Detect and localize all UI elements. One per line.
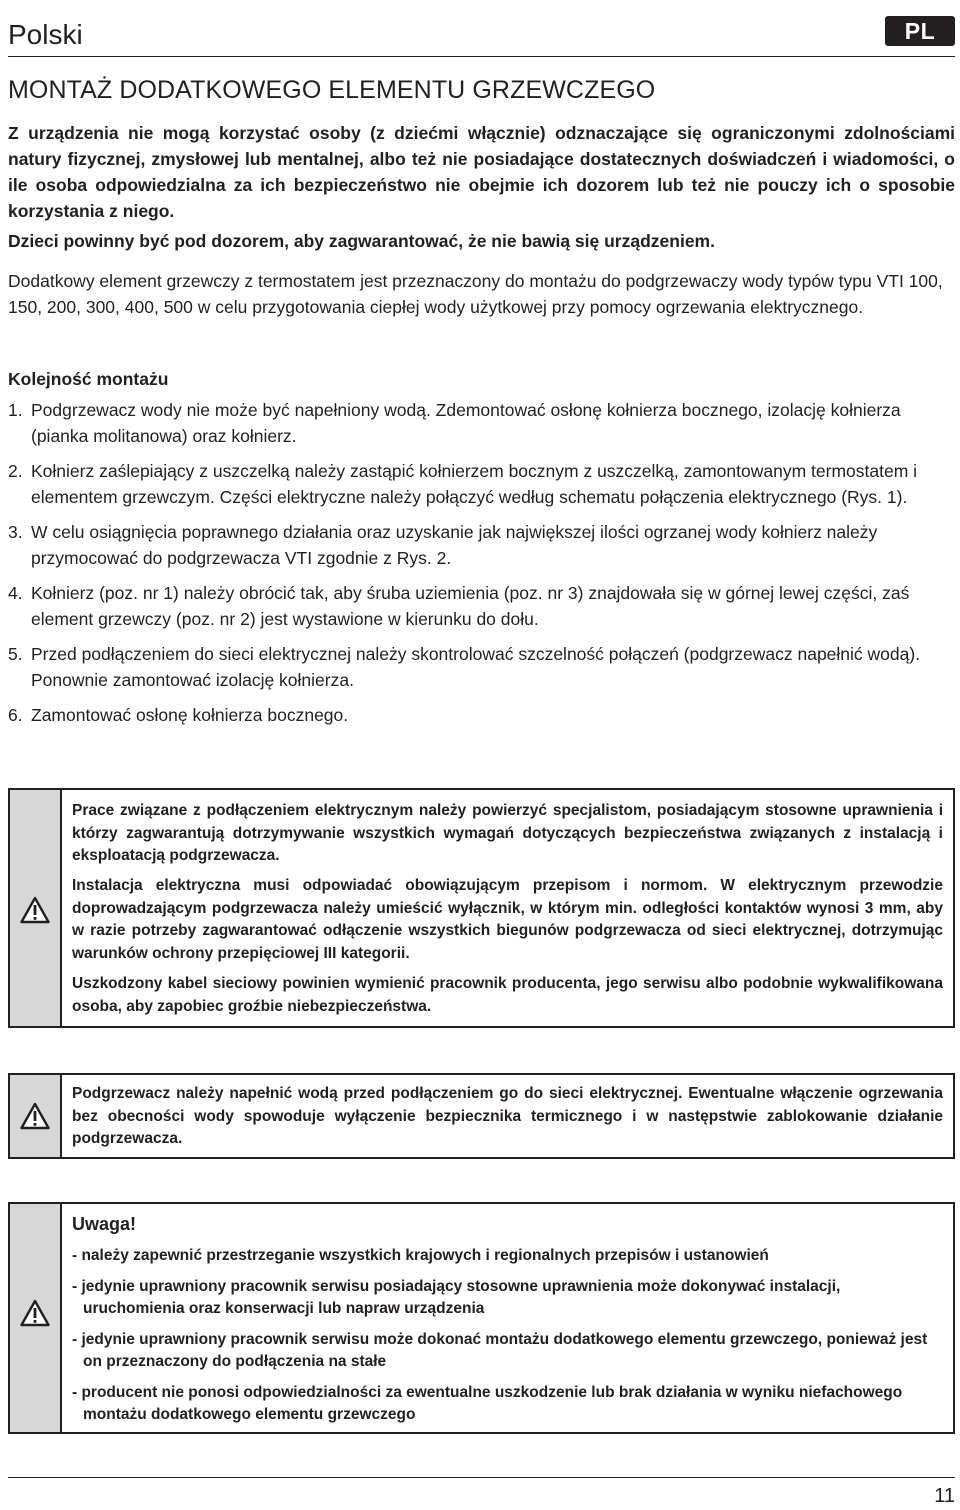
step-number: 2.: [8, 461, 23, 481]
step-text: Przed podłączeniem do sieci elektrycznej należy skontrolować szczelność połączeń (podgrzewacz napełnić wodą). Ponownie zamontować izolację kołnierza.: [31, 644, 921, 690]
warning-content: [60, 1075, 953, 1157]
safety-intro-paragraph: Z urządzenia nie mogą korzystać osoby (z dziećmi włącznie) odznaczające się ograniczonymi zdolnościami natury fizycznej, zmysłowej lub mentalnej, albo też nie posiadające dostatecznych doświadczeń i wiadomości, o ile osoba odpowiedzialna za ich bezpieczeństwo nie obejmie ich dozorem lub też nie pouczy ich o sposobie korzystania z niego.: [8, 123, 955, 221]
step-number: 1.: [8, 400, 23, 420]
step-item: [8, 459, 955, 510]
warning-paragraph: Podgrzewacz należy napełnić wodą przed podłączeniem go do sieci elektrycznej. Ewentualne włączenie ogrzewania bez obecności wody spowoduje wyłączenie bezpiecznika termicznego i w następstwie zablokowanie działanie podgrzewacza.: [72, 1085, 943, 1147]
step-text: Kołnierz (poz. nr 1) należy obrócić tak, aby śruba uziemienia (poz. nr 3) znajdowała się w górnej lewej części, zaś element grzewczy (poz. nr 2) jest wystawione w kierunku do dołu.: [31, 583, 910, 629]
step-text: W celu osiągnięcia poprawnego działania oraz uzyskanie jak największej ilości ogrzanej wody kołnierz należy przymocować do podgrzewacza VTI zgodnie z Rys. 2.: [31, 522, 878, 568]
warning-paragraph: Instalacja elektryczna musi odpowiadać obowiązującym przepisom i normom. W elektrycznym przewodzie doprowadzającym podgrzewacza należy umieścić wyłącznik, w którym min. odległości kontaktów wynosi 3 mm, aby w razie potrzeby zagwarantować odłączenie wszystkich biegunów podgrzewacza od sieci elektrycznej, dotrzymując warunków ochrony przepięciowej III kategorii.: [72, 877, 943, 962]
step-item: [8, 398, 955, 449]
warning-triangle-icon: [20, 1299, 50, 1327]
filling-warning-box: [8, 1073, 955, 1159]
step-number: 3.: [8, 522, 23, 542]
footer-divider: [8, 1477, 955, 1478]
procedure-steps: [8, 398, 955, 739]
section-title: MONTAŻ DODATKOWEGO ELEMENTU GRZEWCZEGO: [8, 76, 656, 104]
procedure-heading: Kolejność montażu: [8, 369, 169, 389]
warning-content: [60, 790, 953, 1026]
step-text: Zamontować osłonę kołnierza bocznego.: [31, 705, 349, 725]
warning-triangle-icon: [20, 1102, 50, 1130]
step-item: [8, 642, 955, 693]
step-item: [8, 581, 955, 632]
step-number: 5.: [8, 644, 23, 664]
step-number: 4.: [8, 583, 23, 603]
caution-title: Uwaga!: [72, 1214, 137, 1234]
step-item: [8, 703, 955, 729]
caution-box: [8, 1202, 955, 1434]
caution-item: - jedynie uprawniony pracownik serwisu może dokonać montażu dodatkowego elementu grzewczego, ponieważ jest on przeznaczony do podłączenia na stałe: [72, 1330, 928, 1370]
page-header: [8, 16, 955, 58]
caution-item: - należy zapewnić przestrzeganie wszystkich krajowych i regionalnych przepisów i ustanowień: [72, 1247, 769, 1264]
caution-item: - jedynie uprawniony pracownik serwisu posiadający stosowne uprawnienia może dokonywać instalacji, uruchomienia oraz konserwacji lub napraw urządzenia: [72, 1277, 841, 1317]
step-text: Podgrzewacz wody nie może być napełniony wodą. Zdemontować osłonę kołnierza bocznego, izolację kołnierza (pianka molitanowa) oraz kołnierz.: [31, 400, 901, 446]
warning-paragraph: Uszkodzony kabel sieciowy powinien wymienić pracownik producenta, jego serwisu albo podobnie wykwalifikowana osoba, aby zapobiec groźbie niebezpieczeństwa.: [72, 975, 943, 1015]
step-number: 6.: [8, 705, 23, 725]
step-item: [8, 520, 955, 571]
children-note: Dzieci powinny być pod dozorem, aby zagwarantować, że nie bawią się urządzeniem.: [8, 231, 715, 251]
language-label: Polski: [8, 19, 83, 50]
header-divider: [8, 56, 955, 57]
warning-paragraph: Prace związane z podłączeniem elektrycznym należy powierzyć specjalistom, posiadającym stosowne uprawnienia i którzy zagwarantują dotrzymywanie wszystkich wymagań dotyczących bezpieczeństwa związanych z instalacją i eksploatacją podgrzewacza.: [72, 802, 943, 864]
page-number: 11: [934, 1485, 955, 1507]
caution-item: - producent nie ponosi odpowiedzialności za ewentualne uszkodzenie lub brak działania w wyniku niefachowego montażu dodatkowego elementu grzewczego: [72, 1383, 903, 1423]
language-badge: PL: [885, 16, 955, 46]
step-text: Kołnierz zaślepiający z uszczelką należy zastąpić kołnierzem bocznym z uszczelką, zamontowanym termostatem i elementem grzewczym. Części elektryczne należy połączyć według schematu połączenia elektrycznego (Rys. 1).: [31, 461, 918, 507]
warning-triangle-icon: [20, 896, 50, 924]
warning-content: [60, 1204, 953, 1432]
description-paragraph: Dodatkowy element grzewczy z termostatem jest przeznaczony do montażu do podgrzewaczy wody typów typu VTI 100, 150, 200, 300, 400, 500 w celu przygotowania ciepłej wody użytkowej przy pomocy ogrzewania elektrycznego.: [8, 271, 943, 317]
electrical-warning-box: [8, 788, 955, 1028]
caution-list: [72, 1245, 943, 1435]
